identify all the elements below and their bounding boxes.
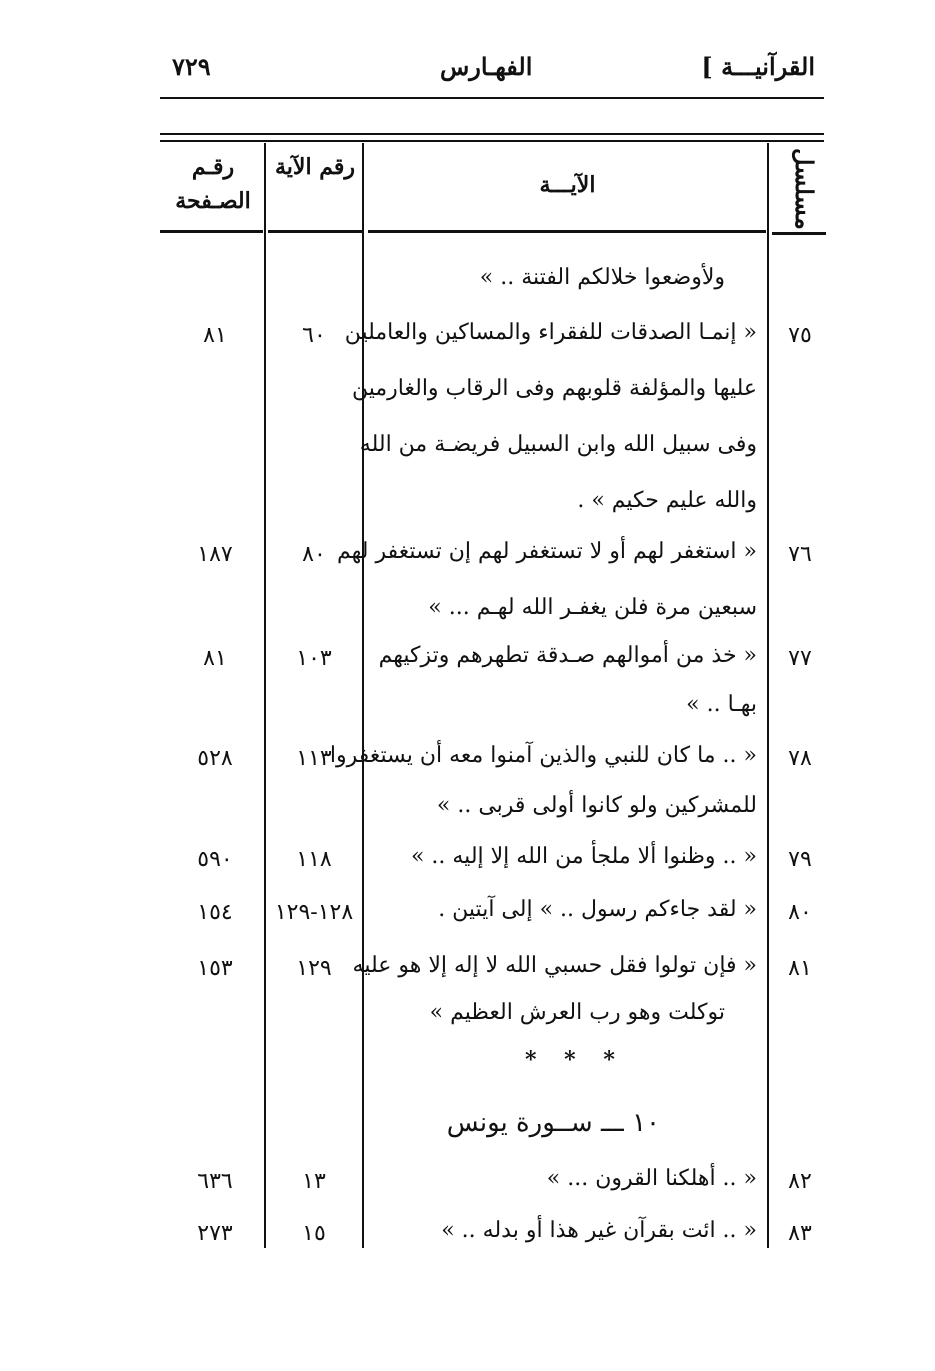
verse-line: « .. وظنوا ألا ملجأ من الله إلا إليه .. » — [410, 844, 757, 869]
row-serial: ٧٨ — [788, 746, 812, 771]
header-bottom-rule-verse — [368, 230, 766, 233]
row-ayah-number: ٦٠ — [302, 323, 326, 348]
row-page-number: ٥٢٨ — [197, 746, 233, 771]
verse-line: سبعين مرة فلن يغفـر الله لهـم ... » — [428, 595, 757, 620]
verse-line: « .. ما كان للنبي والذين آمنوا معه أن يستغفروا — [329, 743, 757, 768]
verse-line: للمشركين ولو كانوا أولى قربى .. » — [436, 793, 757, 818]
verse-line: عليها والمؤلفة قلوبهم وفى الرقاب والغارمين — [352, 376, 757, 401]
verse-line: « إنمـا الصدقات للفقراء والمساكين والعاملين — [344, 320, 757, 345]
row-serial: ٨١ — [788, 956, 812, 981]
verse-line: « .. ائت بقرآن غير هذا أو بدله .. » — [441, 1218, 757, 1243]
verse-line: توكلت وهو رب العرش العظيم » — [429, 1000, 725, 1025]
row-ayah-number: ١٠٣ — [296, 646, 332, 671]
header-right-text: القرآنيـــة ] — [701, 52, 815, 81]
row-page-number: ١٥٣ — [197, 956, 233, 981]
header-bottom-rule-mid — [268, 230, 362, 233]
row-page-number: ٢٧٣ — [197, 1221, 233, 1246]
row-ayah-number: ١٣ — [302, 1169, 326, 1194]
row-ayah-number: ١٥ — [302, 1221, 326, 1246]
row-serial: ٧٥ — [788, 323, 812, 348]
row-page-number: ٨١ — [203, 646, 227, 671]
row-ayah-number: ٨٠ — [302, 542, 326, 567]
row-ayah-number: ١١٨ — [296, 847, 332, 872]
divider-verse-serial — [767, 143, 769, 1248]
row-serial: ٨٢ — [788, 1169, 812, 1194]
row-serial: ٧٩ — [788, 847, 812, 872]
row-page-number: ١٥٤ — [197, 900, 233, 925]
table-top-rule — [160, 133, 824, 135]
divider-ayah-verse — [362, 143, 364, 1248]
verse-line: وفى سبيل الله وابن السبيل فريضـة من الله — [359, 432, 757, 457]
verse-line: « فإن تولوا فقل حسبي الله لا إله إلا هو عليه — [352, 953, 757, 978]
row-ayah-number: ١١٣ — [296, 746, 332, 771]
verse-line: بهـا .. » — [686, 692, 757, 717]
verse-continuation: ولأوضعوا خلالكم الفتنة .. » — [479, 265, 725, 290]
row-serial: ٧٧ — [788, 646, 812, 671]
verse-line: والله عليم حكيم » . — [577, 488, 757, 513]
row-page-number: ٥٩٠ — [197, 847, 233, 872]
header-center-title: الفهـارس — [440, 52, 533, 81]
row-page-number: ٦٣٦ — [197, 1169, 233, 1194]
table-top-rule-2 — [160, 140, 824, 142]
col-header-verse: الآيـــة — [539, 172, 596, 198]
col-header-ayah-number: رقم الآية — [274, 154, 356, 180]
verse-line: « .. أهلكنا القرون ... » — [546, 1166, 757, 1191]
row-serial: ٧٦ — [788, 542, 812, 567]
header-bottom-rule-right — [772, 232, 826, 235]
row-page-number: ٨١ — [203, 323, 227, 348]
verse-line: « لقد جاءكم رسول .. » إلى آيتين . — [438, 897, 757, 922]
col-header-serial: مسلسل — [790, 148, 819, 230]
header-rule — [160, 97, 824, 99]
section-separator: * * * — [525, 1047, 625, 1073]
row-serial: ٨٣ — [788, 1221, 812, 1246]
col-header-page-number: رقـم الصـفحة — [175, 154, 251, 214]
verse-line: « استغفر لهم أو لا تستغفر لهم إن تستغفر لهم — [336, 539, 757, 564]
row-page-number: ١٨٧ — [197, 542, 233, 567]
header-bottom-rule-left — [160, 230, 263, 233]
row-ayah-number: ١٢٨-١٢٩ — [274, 900, 354, 925]
row-ayah-number: ١٢٩ — [296, 956, 332, 981]
header-page-number: ٧٢٩ — [172, 52, 211, 81]
row-serial: ٨٠ — [788, 900, 812, 925]
divider-page-ayah — [264, 143, 266, 1248]
surah-heading: ١٠ ـــ ســورة يونس — [446, 1108, 660, 1138]
verse-line: « خذ من أموالهم صـدقة تطهرهم وتزكيهم — [378, 643, 757, 668]
